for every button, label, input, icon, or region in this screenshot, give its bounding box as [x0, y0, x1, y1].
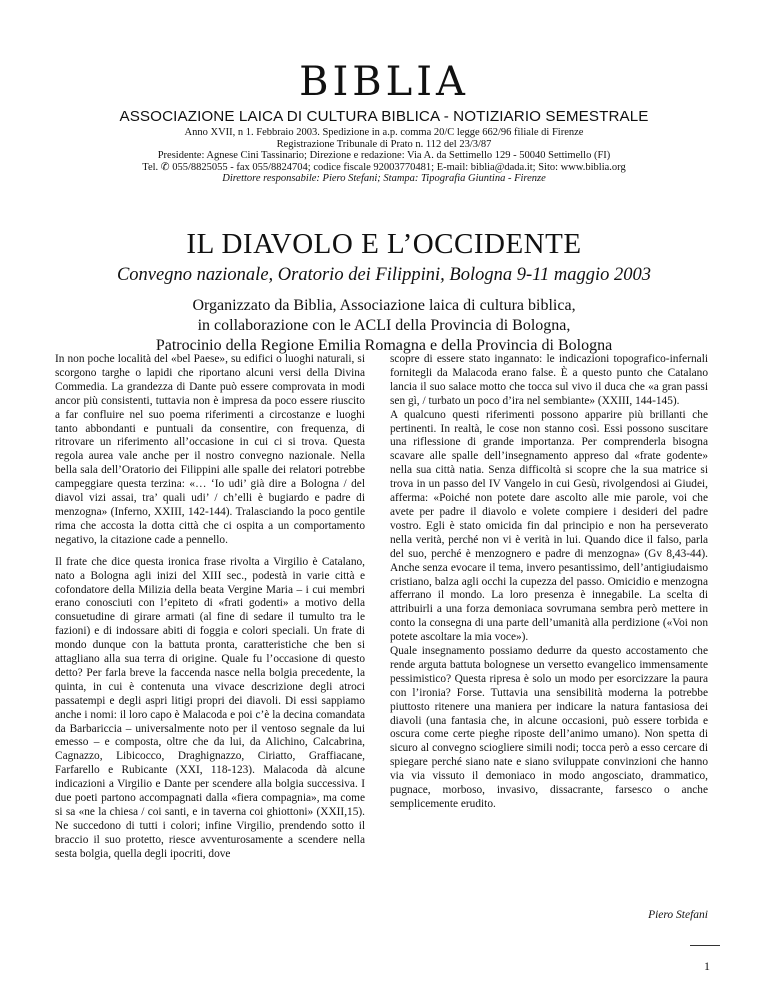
right-paragraph-2: A qualcuno questi riferimenti possono apparire più brillanti che pertinenti. In realtà, le cose non stanno così. Essi possono suscitare una riflessione di grande importanza. Per comprenderla bisogna scavare alle spalle dell’insegnamento appreso dal «frate godente» nella sua città natia. Senza difficoltà si scopre che la sua matrice si trova in un passo del IV Vangelo in cui Gesù, rivolgendosi ai Giudei, afferma: «Poiché non potete dare ascolto alle mie parole, voi che avete per padre il diavolo e volete compiere i desideri del padre vostro. Egli è stato omicida fin dal principio e non ha perseverato nella verità, perché non vi è verità in lui. Quando dice il falso, parla del suo, perché è menzognero e padre di menzogna» (Gv 8,43-44). Anche senza evocare il tema, invero pesantissimo, dell’antigiudaismo cristiano, balza agli occhi la cupezza del passo. Omicidio e menzogna afferrano il mondo. La loro presenza è innegabile. La scelta di attribuirli a una forza demoniaca sovrumana sembra però mettere in conto la consegna di una parte dell’umanità alla perdizione («Voi non potete ascoltare la mia voce»). [390, 408, 708, 644]
biblia-logo: BIBLIA [299, 59, 469, 105]
footer-rule [690, 945, 720, 946]
author-signature: Piero Stefani [648, 909, 708, 921]
left-paragraph-2: Il frate che dice questa ironica frase rivolta a Virgilio è Catalano, nato a Bologna agli inizi del XIII sec., podestà in varie città e cofondatore della Milizia della beata Vergine Maria – i cui membri erano conosciuti con l’epiteto di «frati godenti» a motivo della consuetudine di girare armati (al fine di sedare il tumulto tra le fazioni) e di indossare abiti di foggia e colori speciali. Un frate di mondo dunque con la battuta pronta, caratteristiche che ben si attagliano alla sua terra di origine. Quale fu l’occasione di questo detto? Per farla breve la faccenda nasce nella bolgia precedente, la quinta, in cui è contenuta una vivace descrizione degli atroci passatempi e degli aspri litigi propri dei diavoli. Di essi sappiamo anche i nomi: il loro capo è Malacoda e poi c’è la decina comandata da Barbariccia – universalmente noto per il ventoso segnale da lui emesso – e composta, oltre che da lui, da Alichino, Calcabrina, Cagnazzo, Libicocco, Draghignazzo, Ciriatto, Graffiacane, Farfarello e Rubicante (XXI, 118-123). Malacoda dà alcune indicazioni a Virgilio e Dante per scendere alla bolgia successiva. I due poeti partono accompagnati dalla «fiera compagnia», ma come si sa «ne la chiesa / coi santi, e in taverna coi ghiottoni» (XXII,15). Ne succedono di tutti i colori; infine Virgilio, prendendo sotto il braccio il suo protetto, riesce avventurosamente a scendere nella sesta bolgia, quella degli ipocriti, dove [55, 555, 365, 860]
organizers [0, 296, 768, 356]
organizers-line-1: Organizzato da Biblia, Associazione laica di cultura biblica, [192, 297, 576, 314]
right-paragraph-3: Quale insegnamento possiamo dedurre da questo accostamento che rende arguta battuta bolognese un versetto evangelico immensamente pessimistico? Questa ripresa è solo un modo per esorcizzare la paura con l’ironia? Forse. Tuttavia una sensibilità moderna la potrebbe piuttosto ritenere una maniera per indicare la natura fantasiosa dei diavoli (una fantasia che, in alcune occasioni, può essere torbida e oscura come certe pieghe riposte dell’animo umano). Non spetta di sicuro al convegno sciogliere simili nodi; tocca però a esso cercare di spiegare perché siano nate e siano sviluppate convinzioni che hanno via via vissuto il demoniaco in modo angosciato, drammatico, pugnace, morboso, invasivo, dissacrante, farsesco o anche semplicemente erudito. [390, 645, 708, 810]
right-column [390, 353, 708, 812]
right-paragraph-1: scopre di essere stato ingannato: le indicazioni topografico-infernali fornitegli da Malacoda erano false. È a questo punto che Catalano lancia il suo salace motto che tocca sul vivo il duca che «a gran passi sen gì, / turbato un poco d’ira nel sembiante» (XXIII, 144-145). [390, 353, 708, 407]
info-line-2: Registrazione Tribunale di Prato n. 112 del 23/3/87 [276, 138, 492, 150]
left-column [55, 353, 365, 870]
info-line-3: Presidente: Agnese Cini Tassinario; Direzione e redazione: Via A. da Settimello 129 - 50040 Settimello (FI) [157, 150, 611, 161]
left-paragraph-1: In non poche località del «bel Paese», su edifici o luoghi naturali, si scorgono targhe o lapidi che riportano alcuni versi della Divina Commedia. La grandezza di Dante può essere comprovata in modi ancor più consistenti, tuttavia non è impresa da poco essere riuscito a far confluire nel suo poema riferimenti a circostanze e luoghi tanto abbondanti e puntuali da consentire, con frequenza, di ritrovare un riferimento all’occasione in cui ci si trova. Questa regola aurea vale anche per il nostro convegno nazionale. Nella bella sala dell’Oratorio dei Filippini alle spalle dei relatori potrebbe campeggiare questa terzina: «… ‘Io udi’ già dire a Bologna / del diavol vizi assai, tra’ quali udi’ / ch’elli è bugiardo e padre di menzogna» (Inferno, XXIII, 142-144). Tralasciando la poco gentile rima che accosta la dotta città che ci ospita a un comportamento negativo, la citazione cade a pennello. [55, 353, 365, 546]
page-number: 1 [704, 959, 710, 973]
info-line-5: Direttore responsabile: Piero Stefani; Stampa: Tipografia Giuntina - Firenze [222, 173, 546, 184]
organizers-line-2: in collaborazione con le ACLI della Provincia di Bologna, [197, 317, 571, 334]
association-line: ASSOCIAZIONE LAICA DI CULTURA BIBLICA - NOTIZIARIO SEMESTRALE [119, 108, 649, 125]
masthead [0, 60, 768, 185]
article-title: IL DIAVOLO E L’OCCIDENTE [186, 228, 582, 260]
organizers-line-3: Patrocinio della Regione Emilia Romagna e della Provincia di Bologna [155, 337, 613, 354]
info-line-1: Anno XVII, n 1. Febbraio 2003. Spedizione in a.p. comma 20/C legge 662/96 filiale di Firenze [184, 127, 584, 138]
info-line-4: Tel. ✆ 055/8825055 - fax 055/8824704; codice fiscale 92003770481; E-mail: biblia@dada.it; Sito: www.biblia.org [142, 161, 626, 173]
article-subtitle: Convegno nazionale, Oratorio dei Filippini, Bologna 9-11 maggio 2003 [116, 265, 652, 285]
article-header [0, 228, 768, 356]
publication-info [0, 127, 768, 185]
